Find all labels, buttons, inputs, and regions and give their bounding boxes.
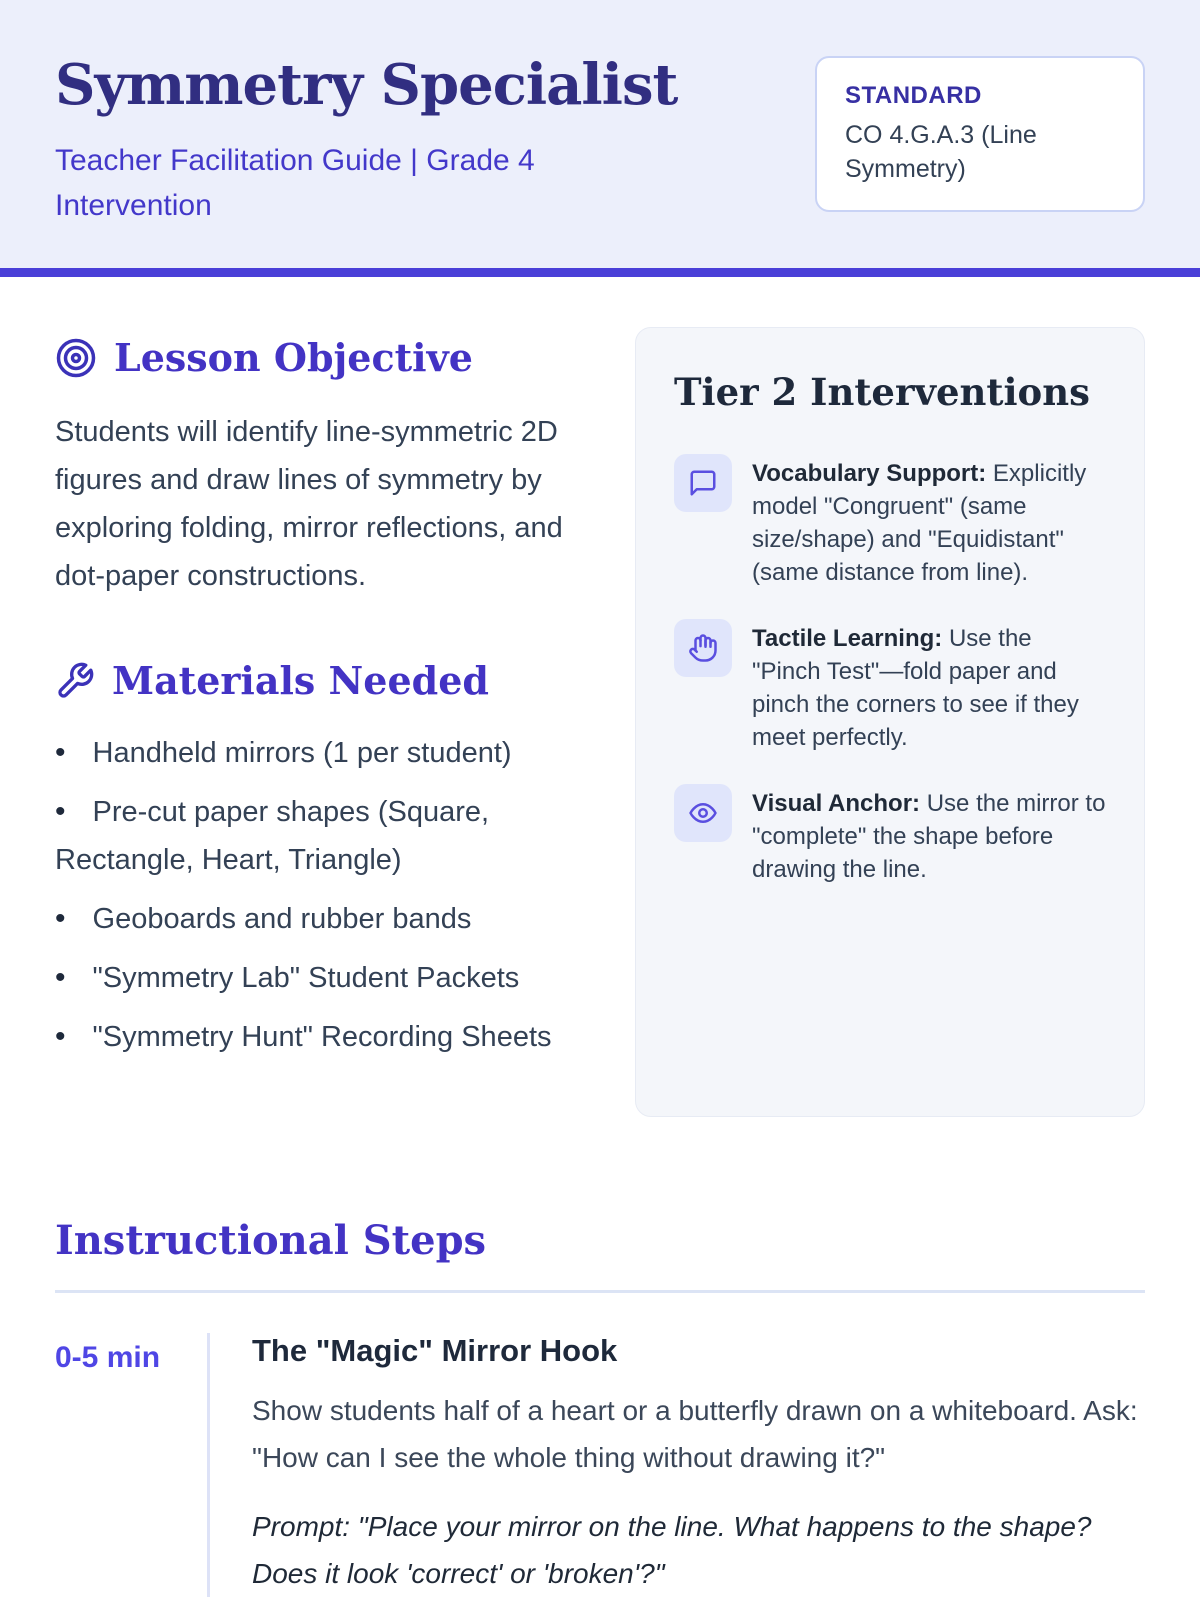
tier2-item-vocabulary [674, 454, 1106, 589]
section-divider [55, 1290, 1145, 1293]
materials-needed-heading-label: Materials Needed [112, 658, 489, 703]
step-time-badge: 0-5 min [55, 1341, 161, 1374]
list-item: • Handheld mirrors (1 per student) [55, 729, 615, 777]
instructional-steps-heading: Instructional Steps [55, 1217, 487, 1264]
tier2-heading: Tier 2 Interventions [674, 370, 1090, 414]
hand-icon [674, 619, 732, 677]
lesson-objective-heading-label: Lesson Objective [114, 335, 473, 380]
materials-list [55, 729, 615, 1061]
speech-bubble-icon [674, 454, 732, 512]
standard-value: CO 4.G.A.3 (Line Symmetry) [845, 121, 1037, 183]
list-item: • Geoboards and rubber bands [55, 895, 615, 943]
list-item: • "Symmetry Hunt" Recording Sheets [55, 1013, 615, 1061]
page-title: Symmetry Specialist [55, 52, 678, 118]
step-title: The "Magic" Mirror Hook [252, 1333, 618, 1368]
lesson-objective-text: Students will identify line-symmetric 2D figures and draw lines of symmetry by exploring folding, mirror reflections, and dot-paper constructions. [55, 416, 563, 592]
tier2-item-label: Tactile Learning: [752, 625, 943, 652]
left-column [55, 277, 615, 1072]
list-item: • "Symmetry Lab" Student Packets [55, 954, 615, 1002]
list-item: • Pre-cut paper shapes (Square, Rectangle, Heart, Triangle) [55, 788, 615, 884]
tier2-item-label: Visual Anchor: [752, 790, 921, 817]
tier2-item-visual [674, 784, 1106, 886]
main-content [0, 277, 1200, 1597]
tier2-item-text [752, 619, 1106, 754]
tier2-item-tactile [674, 619, 1106, 754]
standard-card [815, 56, 1145, 212]
page-subtitle: Teacher Facilitation Guide | Grade 4 Intervention [55, 144, 535, 222]
standard-label: STANDARD [845, 82, 982, 109]
tier2-interventions-card [635, 327, 1145, 1117]
tier2-item-body: Use the mirror to "complete" the shape before drawing the line. [752, 790, 1106, 883]
step-prompt-text: Prompt: "Place your mirror on the line. What happens to the shape? Does it look 'correct' or 'broken'?" [252, 1511, 1092, 1589]
materials-needed-heading [55, 658, 615, 703]
step-body-text: Show students half of a heart or a butterfly drawn on a whiteboard. Ask: "How can I see the whole thing without drawing it?" [252, 1395, 1138, 1473]
header-title-block [55, 52, 695, 228]
tier2-item-text [752, 454, 1106, 589]
tier2-item-text [752, 784, 1106, 886]
lesson-objective-heading [55, 335, 615, 380]
tier2-item-body: Explicitly model "Congruent" (same size/shape) and "Equidistant" (same distance from line). [752, 460, 1087, 586]
eye-icon [674, 784, 732, 842]
tier2-item-label: Vocabulary Support: [752, 460, 987, 487]
step-content [207, 1333, 1145, 1597]
step-item-1 [55, 1333, 1145, 1597]
tier2-item-body: Use the "Pinch Test"—fold paper and pinch the corners to see if they meet perfectly. [752, 625, 1079, 751]
target-icon [55, 337, 97, 379]
page-header [0, 0, 1200, 277]
wrench-icon [55, 661, 95, 701]
